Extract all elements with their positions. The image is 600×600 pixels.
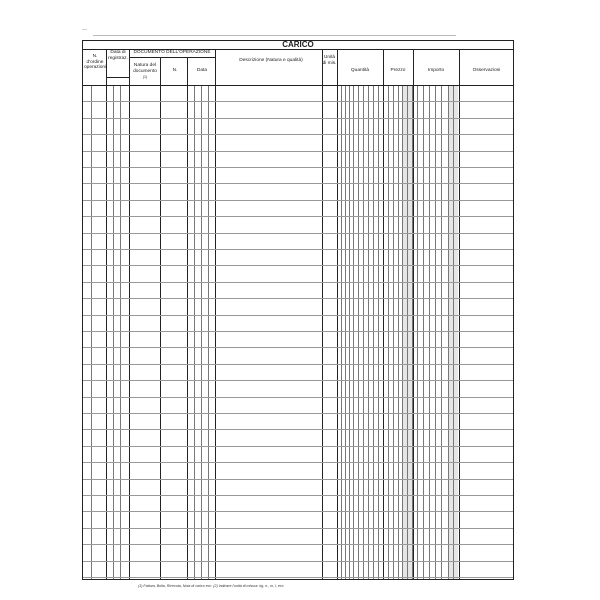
subcolumn-rule	[91, 85, 92, 579]
column-divider	[106, 49, 107, 579]
subcolumn-rule	[120, 85, 121, 579]
subcolumn-rule	[358, 85, 359, 579]
row-rule	[83, 315, 513, 316]
column-divider	[160, 57, 161, 579]
row-rule	[83, 462, 513, 463]
subcolumn-rule	[435, 85, 436, 579]
header-data-registrazione: Data di registraz.	[108, 50, 128, 61]
footnote: (1) Fattura, Bolla, Ricevuta, Nota di carico ecc. (2) Indicare l'unità di misura: kg, n., m, l, ecc.	[138, 584, 285, 588]
subcolumn-rule	[194, 85, 195, 579]
subcolumn-rule	[373, 85, 374, 579]
subcolumn-rule	[341, 85, 342, 579]
register-title: CARICO	[83, 41, 513, 50]
row-rule	[83, 216, 513, 217]
header-divider	[129, 57, 215, 58]
subcolumn-rule	[417, 85, 418, 579]
row-rule	[83, 413, 513, 414]
row-rule	[83, 233, 513, 234]
subcolumn-rule	[412, 85, 413, 579]
row-rule	[83, 397, 513, 398]
header-natura-note: (1)	[142, 75, 148, 79]
subcolumn-rule	[448, 85, 449, 579]
subcolumn-rule	[441, 85, 442, 579]
header-data: Data	[196, 68, 208, 73]
row-rule	[83, 167, 513, 168]
header-unita-misura: Unità di mis.	[322, 55, 337, 66]
header-prezzo: Prezzo	[390, 68, 406, 73]
subcolumn-rule	[429, 85, 430, 579]
subcolumn-rule	[208, 85, 209, 579]
header-importo: Importo	[427, 68, 445, 73]
row-rule	[83, 118, 513, 119]
top-rule	[93, 35, 456, 36]
column-divider	[337, 49, 338, 579]
subcolumn-rule	[393, 85, 394, 579]
subcolumn-rule	[349, 85, 350, 579]
row-rule	[83, 380, 513, 381]
column-divider	[383, 49, 384, 579]
row-rule	[83, 183, 513, 184]
row-rule	[83, 298, 513, 299]
row-rule	[83, 446, 513, 447]
row-rule	[83, 282, 513, 283]
subcolumn-rule	[363, 85, 364, 579]
row-rule	[83, 364, 513, 365]
row-rule	[83, 200, 513, 201]
subcolumn-rule	[345, 85, 346, 579]
header-bottom-rule	[83, 85, 513, 86]
row-rule	[83, 528, 513, 529]
header-quantita: Quantità	[350, 68, 370, 73]
row-rule	[83, 495, 513, 496]
row-rule	[83, 249, 513, 250]
subcolumn-rule	[398, 85, 399, 579]
row-rule	[83, 561, 513, 562]
row-rule	[83, 265, 513, 266]
subcolumn-rule	[378, 85, 379, 579]
subcolumn-rule	[423, 85, 424, 579]
subcolumn-rule	[407, 85, 408, 579]
column-divider	[129, 49, 130, 579]
row-rule	[83, 479, 513, 480]
row-rule	[83, 134, 513, 135]
row-rule	[83, 577, 513, 578]
row-rule	[83, 347, 513, 348]
subcolumn-rule	[453, 85, 454, 579]
subcolumn-rule	[201, 85, 202, 579]
row-rule	[83, 331, 513, 332]
header-documento: DOCUMENTO DELL'OPERAZIONE	[133, 50, 211, 55]
header-descrizione: Descrizione (Natura e qualità)	[239, 58, 303, 63]
row-rule	[83, 429, 513, 430]
column-divider	[215, 49, 216, 579]
header-natura-documento: Natura del documento	[133, 63, 157, 74]
column-divider	[459, 49, 460, 579]
row-rule	[83, 151, 513, 152]
row-rule	[83, 511, 513, 512]
subcolumn-rule	[402, 85, 403, 579]
subcolumn-rule	[113, 85, 114, 579]
header-numero: N.	[172, 68, 178, 73]
column-divider	[187, 57, 188, 579]
subcolumn-rule	[353, 85, 354, 579]
page-mark: —	[82, 27, 87, 33]
column-divider	[322, 49, 323, 579]
row-rule	[83, 544, 513, 545]
register-sheet	[82, 40, 514, 580]
header-n-ordine: N. d'ordine operazioni	[84, 54, 107, 70]
header-osservazioni: Osservazioni	[472, 68, 501, 73]
column-divider	[413, 49, 414, 579]
subcolumn-rule	[388, 85, 389, 579]
row-rule	[83, 101, 513, 102]
subcolumn-rule	[368, 85, 369, 579]
header-divider	[106, 77, 129, 78]
